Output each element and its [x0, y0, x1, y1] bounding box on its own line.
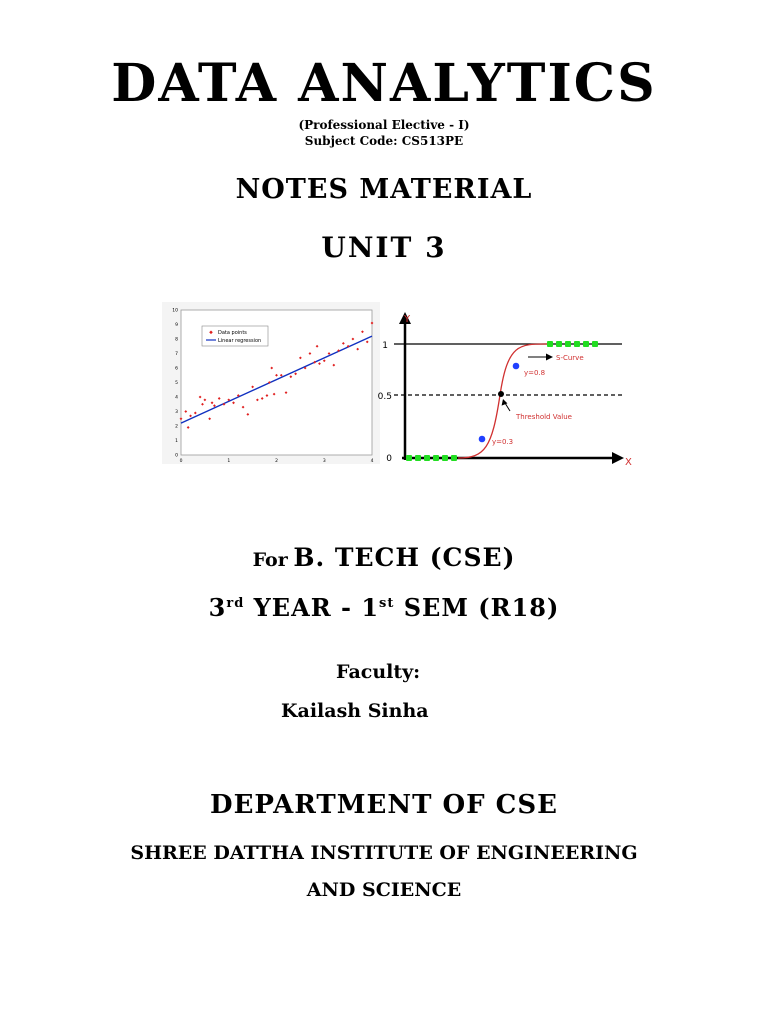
regression-x-tick: 0: [179, 459, 183, 464]
faculty-label: Faculty:: [336, 661, 421, 683]
green-marker: [547, 341, 553, 347]
regression-y-tick: 5: [175, 381, 178, 387]
s-curve-arrowhead: [546, 354, 553, 361]
green-marker: [406, 455, 412, 461]
tick-1: 1: [382, 341, 388, 351]
tick-0: 0: [386, 454, 392, 464]
point-y03: [479, 436, 486, 443]
sem-text: SEM (R18): [394, 593, 560, 622]
unit-heading: UNIT 3: [321, 231, 447, 264]
x-axis-label: X: [625, 457, 632, 468]
y-axis-label: Y: [404, 314, 411, 325]
legend-data-points: Data points: [218, 330, 247, 336]
regression-y-tick: 8: [175, 337, 178, 343]
point-y08: [513, 363, 520, 370]
green-marker: [451, 455, 457, 461]
regression-x-tick: 4: [370, 459, 374, 464]
course-name: B. TECH (CSE): [293, 543, 516, 572]
course-line: [0, 542, 768, 577]
regression-y-tick: 2: [175, 424, 178, 430]
y03-label: y=0.3: [492, 438, 514, 446]
for-label: For: [252, 549, 288, 571]
threshold-point: [498, 391, 504, 397]
green-marker: [433, 455, 439, 461]
institute-name-line1: SHREE DATTHA INSTITUTE OF ENGINEERING: [130, 842, 638, 864]
green-marker: [574, 341, 580, 347]
regression-chart: [162, 302, 380, 464]
regression-y-tick: 7: [175, 352, 178, 358]
green-marker: [565, 341, 571, 347]
sem-suffix: st: [379, 596, 395, 611]
x-axis-arrow: [612, 452, 624, 464]
threshold-arrow: [505, 403, 510, 411]
year-number: 3: [208, 593, 227, 622]
y08-label: y=0.8: [524, 369, 546, 377]
regression-y-tick: 4: [175, 395, 178, 401]
page-title: DATA ANALYTICS: [111, 53, 657, 114]
regression-y-tick: 0: [175, 453, 178, 459]
regression-y-tick: 3: [175, 410, 178, 416]
year-suffix: rd: [226, 596, 245, 611]
regression-y-tick: 9: [175, 323, 178, 329]
regression-y-tick: 10: [172, 308, 178, 314]
s-curve-label: S-Curve: [556, 354, 584, 362]
logistic-chart: [370, 308, 635, 468]
legend-linear-regression: Linear regression: [218, 338, 262, 344]
green-marker: [442, 455, 448, 461]
regression-x-tick: 2: [275, 459, 278, 464]
elective-label: (Professional Elective - I): [298, 118, 470, 132]
regression-y-tick: 6: [175, 366, 178, 372]
regression-x-tick: 3: [322, 459, 326, 464]
regression-y-tick: 1: [175, 439, 178, 445]
subject-code: Subject Code: CS513PE: [304, 134, 464, 148]
notes-material-heading: NOTES MATERIAL: [235, 174, 533, 205]
green-marker: [415, 455, 421, 461]
green-marker: [556, 341, 562, 347]
green-marker: [592, 341, 598, 347]
faculty-name: Kailash Sinha: [281, 700, 429, 722]
green-marker: [424, 455, 430, 461]
regression-x-tick: 1: [227, 459, 231, 464]
green-marker: [583, 341, 589, 347]
department-heading: DEPARTMENT OF CSE: [210, 790, 558, 820]
year-text: YEAR - 1: [244, 593, 380, 622]
threshold-label: Threshold Value: [516, 413, 572, 421]
tick-0-5: 0.5: [377, 392, 392, 402]
institute-name-line2: AND SCIENCE: [306, 879, 462, 901]
year-sem-line: [0, 588, 768, 624]
